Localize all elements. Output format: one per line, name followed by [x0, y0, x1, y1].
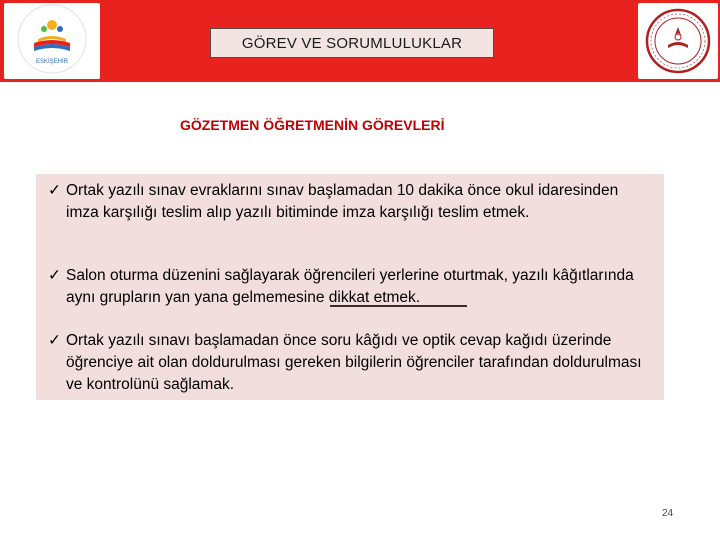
checkmark-icon: ✓ [48, 182, 61, 199]
list-item-text: Salon oturma düzenini sağlayarak öğrencileri yerlerine oturtmak, yazılı kâğıtlarında aynı grupların yan yana gelmemesine dikkat etmek. [66, 267, 634, 306]
list-item [48, 180, 648, 224]
checkmark-icon: ✓ [48, 332, 61, 349]
checkmark-icon: ✓ [48, 267, 61, 284]
svg-text:ESKİŞEHİR: ESKİŞEHİR [35, 59, 69, 65]
emphasis-underline [330, 305, 467, 307]
list-item-text: Ortak yazılı sınav evraklarını sınav başlamadan 10 dakika önce okul idaresinden imza karşılığı teslim alıp yazılı bitiminde imza karşılığı teslim etmek. [66, 182, 619, 221]
list-item-text: Ortak yazılı sınavı başlamadan önce soru kâğıdı ve optik cevap kağıdı üzerinde öğrenciye ait olan doldurulması gereken bilgilerin öğrenciler tarafından doldurulması ve kontrolünü sağlamak. [66, 332, 642, 393]
list-item [48, 330, 648, 396]
eskisehir-logo [4, 3, 100, 79]
page-title: GÖREV VE SORUMLULUKLAR [210, 28, 494, 58]
page-number: 24 [662, 508, 674, 519]
section-subtitle: GÖZETMEN ÖĞRETMENİN GÖREVLERİ [180, 117, 445, 133]
list-item [48, 265, 648, 309]
ministry-seal-logo [638, 3, 718, 79]
